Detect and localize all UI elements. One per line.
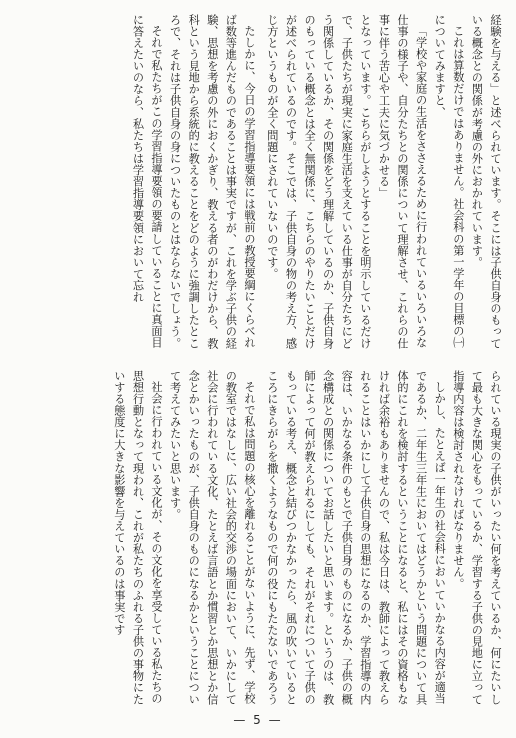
- paragraph: となっています。こちらがしようとすることを明示しているだけで、子供たちが現実に家庭生活を支えている仕事が自分たちにどう関係しているか、その関係をどう理解しているのか、子供自身のもっている概念とは全く無関係に、こちらのやりたいことだけが述べられているのです。そこでは、子供自身の物の考え方、感じ方というものが全く問題にされていないのです。: [266, 14, 372, 349]
- page-number: — 5 —: [233, 713, 283, 727]
- top-right-text-block: [266, 14, 504, 352]
- paragraph: しかし、たとえば一年生の社会科においていかなる内容が適当であるか、二年生三年生においてはどうかという問題について具体的にこれを検討するということになると、私にはその資格もなければ余裕もありませんので、私は今日は、教師によって教えられることはいかにして子供自身の思想になるのか、学習指導の内容は、いかなる条件のもとで子供自身のものになるか、子供の概念構成との関係についてお話したいと思います。というのは、教師によって何が教えられるにしても、それがそれについて子供のもっている考え、概念と結びつかなかったら、風の吹いているところにきらがらを撒くようなもので何の役にもたたないであろう: [266, 370, 447, 705]
- paragraph: 社会に行われている文化が、その文化を享受している私たちの思想行動となって現われ、これが私たちのふれる子供の事物にたいする態度に大きな影響を与えているのは事実です: [112, 370, 164, 705]
- paragraph: たしかに、今日の学習指導要領には戦前の教授要綱にくらべれば数等進んだものであることは事実ですが、これを学ぶ子供の経験、思想を考慮の外におくかぎり、教える者のがわだけから、教科という見地から系統的に教えることをどのように強調したところで、それは子供自身の身についたものとはならないでしょう。: [168, 14, 256, 349]
- paragraph: 経験を与える」と述べられています。そこには子供自身のもっている概念との関係が考慮の外におかれています。: [470, 14, 502, 349]
- paragraph: それで私たちがこの学習指導要領の要請していることに真面目に答えたいのなら、私たちは学習指導要領において忘れ: [131, 14, 164, 349]
- paragraph: 「学校や家庭の生活をささえるために行われているいろいろな仕事の様子や、自分たちとの関係について理解させ、これらの仕事に伴う苦心や工夫に気づかせる」: [377, 14, 428, 349]
- top-left-text-block: [14, 14, 258, 352]
- paragraph: これは算数だけではありません。社会科の第一学年の目標の㈠についてみますと、: [433, 14, 465, 349]
- bottom-left-text-block: [14, 370, 258, 710]
- paragraph: それで私は問題の核心を離れることがないように、先ず、学校の教室ではなしに、広い社会的交渉の場面において、いかにして社会に行われている文化、たとえば言語とか慣習とか思想とか信念とかいったものが、子供自身のものになるかということについて考えてみたいと思います。: [168, 370, 256, 705]
- paragraph: られている現実の子供がいったい何を考えているか、何にたいして最も大きな関心をもっているか、学習する子供の見地に立って指導内容は検討されなければなりません。: [451, 370, 502, 705]
- bottom-right-text-block: [266, 370, 504, 710]
